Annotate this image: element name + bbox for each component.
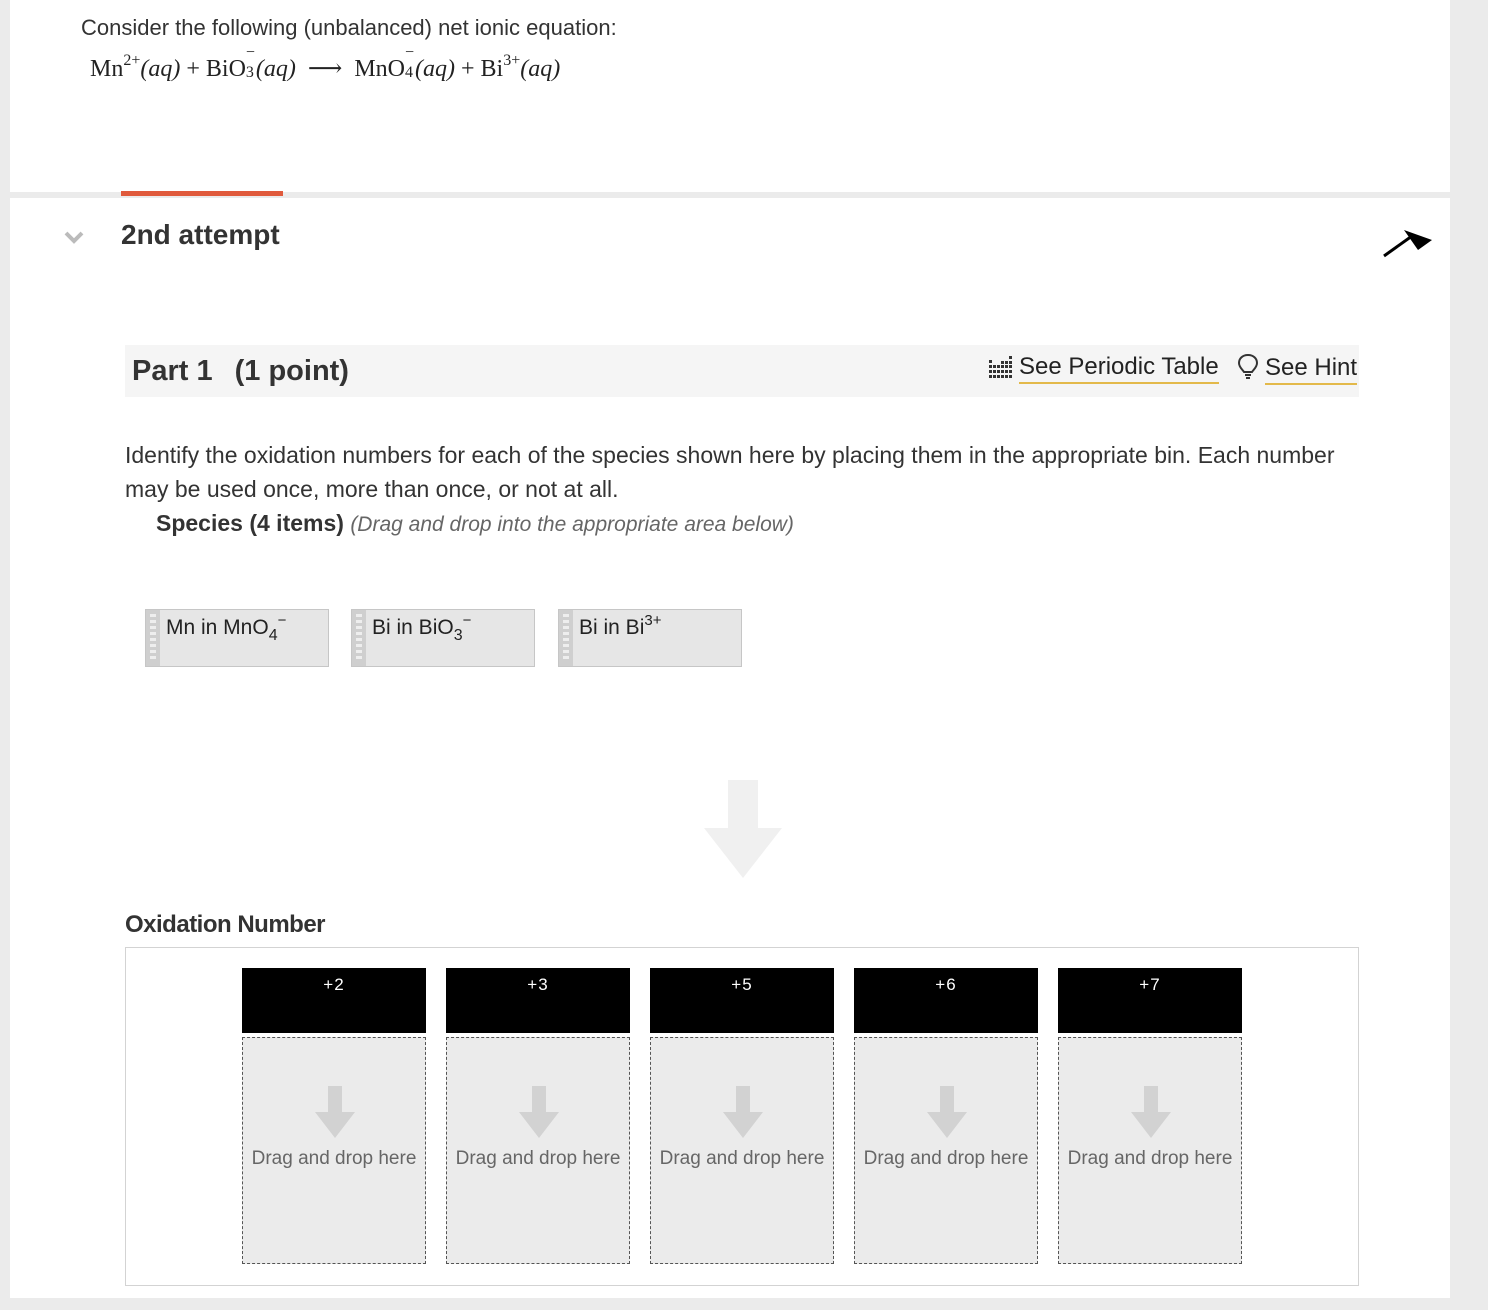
eq-bio3-charge: −: [245, 44, 255, 61]
eq-bio3: BiO: [205, 56, 246, 82]
drop-zone-text: Drag and drop here: [863, 1148, 1029, 1169]
chip-sub: 3: [453, 627, 463, 644]
eq-mn-charge: 2+: [123, 52, 141, 69]
eq-state-4: (aq): [520, 56, 561, 82]
oxidation-number-label: Oxidation Number: [125, 911, 326, 938]
eq-mno4-sub: 4: [404, 64, 413, 81]
eq-bio3-sub: 3: [245, 64, 254, 81]
question-intro: Consider the following (unbalanced) net ionic equation:: [81, 15, 617, 40]
see-hint-label[interactable]: See Hint: [1265, 354, 1357, 385]
question-card: [10, 0, 1450, 192]
drag-handle-icon[interactable]: [559, 610, 573, 666]
species-chip-bi-in-bio3[interactable]: [351, 609, 535, 667]
drop-zone[interactable]: [446, 1037, 630, 1264]
bin-plus-6: [854, 968, 1038, 1264]
chip-sup: −: [277, 612, 287, 629]
drag-handle-icon[interactable]: [352, 610, 366, 666]
instructions: Identify the oxidation numbers for each of the species shown here by placing them in the appropriate bin. Each number may be used once, more than once, or not at all.: [125, 442, 1335, 502]
attempt-card: [10, 198, 1450, 1298]
eq-plus-2: +: [460, 56, 475, 82]
down-arrow-icon: [315, 1086, 355, 1138]
eq-bi-charge: 3+: [503, 52, 521, 69]
drop-zone-text: Drag and drop here: [251, 1148, 417, 1169]
drop-zone[interactable]: [1058, 1037, 1242, 1264]
eq-state-1: (aq): [140, 56, 181, 82]
eq-mno4: MnO: [354, 56, 405, 82]
bin-header: +5: [650, 968, 834, 1033]
chip-text: Mn in MnO: [166, 616, 269, 639]
species-section-title: [156, 510, 794, 537]
bin-plus-7: [1058, 968, 1242, 1264]
bin-plus-3: [446, 968, 630, 1264]
drop-zone-text: Drag and drop here: [1067, 1148, 1233, 1169]
down-arrow-icon: [1131, 1086, 1171, 1138]
eq-mno4-charge: −: [404, 44, 415, 61]
eq-state-3: (aq): [414, 56, 455, 82]
eq-bi: Bi: [480, 56, 504, 82]
chip-sub: 4: [268, 627, 278, 644]
eq-arrow: ⟶: [307, 56, 343, 82]
part-points: (1 point): [234, 355, 349, 387]
drop-zone[interactable]: [650, 1037, 834, 1264]
attempt-title: 2nd attempt: [121, 219, 280, 250]
net-ionic-equation: [90, 44, 561, 83]
down-arrow-icon: [927, 1086, 967, 1138]
species-title: Species (4 items): [156, 510, 344, 536]
part-header: [125, 345, 1359, 397]
chip-text: Bi in Bi: [579, 616, 645, 639]
chevron-down-icon[interactable]: [62, 225, 86, 249]
bin-header: +2: [242, 968, 426, 1033]
drop-zone[interactable]: [242, 1037, 426, 1264]
drop-zone-text: Drag and drop here: [455, 1148, 621, 1169]
down-arrow-icon: [519, 1086, 559, 1138]
species-subtitle: (Drag and drop into the appropriate area below): [350, 513, 794, 536]
bin-plus-2: [242, 968, 426, 1264]
see-periodic-table-label[interactable]: See Periodic Table: [1019, 353, 1219, 384]
bin-header: +7: [1058, 968, 1242, 1033]
drag-handle-icon[interactable]: [146, 610, 160, 666]
drop-zone[interactable]: [854, 1037, 1038, 1264]
bins-container: [125, 947, 1359, 1286]
eq-plus-1: +: [186, 56, 200, 82]
part-number: Part 1: [132, 355, 213, 387]
bin-plus-5: [650, 968, 834, 1264]
down-arrow-icon: [723, 1086, 763, 1138]
periodic-table-icon: [989, 356, 1013, 378]
bottom-divider: [10, 1298, 1450, 1310]
see-hint-link[interactable]: [1237, 353, 1357, 387]
eq-mn: Mn: [90, 56, 124, 82]
species-chip-mn-in-mno4[interactable]: [145, 609, 329, 667]
chip-text: Bi in BiO: [372, 616, 454, 639]
chip-sup: 3+: [644, 612, 662, 629]
part-title: [132, 355, 349, 388]
bin-header: +6: [854, 968, 1038, 1033]
down-arrow-icon: [704, 780, 782, 878]
chip-sup: −: [462, 612, 472, 629]
lightbulb-icon: [1237, 353, 1259, 379]
active-tab-indicator: [121, 191, 283, 196]
drop-zone-text: Drag and drop here: [659, 1148, 825, 1169]
bin-header: +3: [446, 968, 630, 1033]
species-chip-bi-in-bi3plus[interactable]: [558, 609, 742, 667]
cursor-arrow-icon: [1382, 220, 1434, 260]
eq-state-2: (aq): [255, 56, 296, 82]
see-periodic-table-link[interactable]: [989, 353, 1219, 387]
